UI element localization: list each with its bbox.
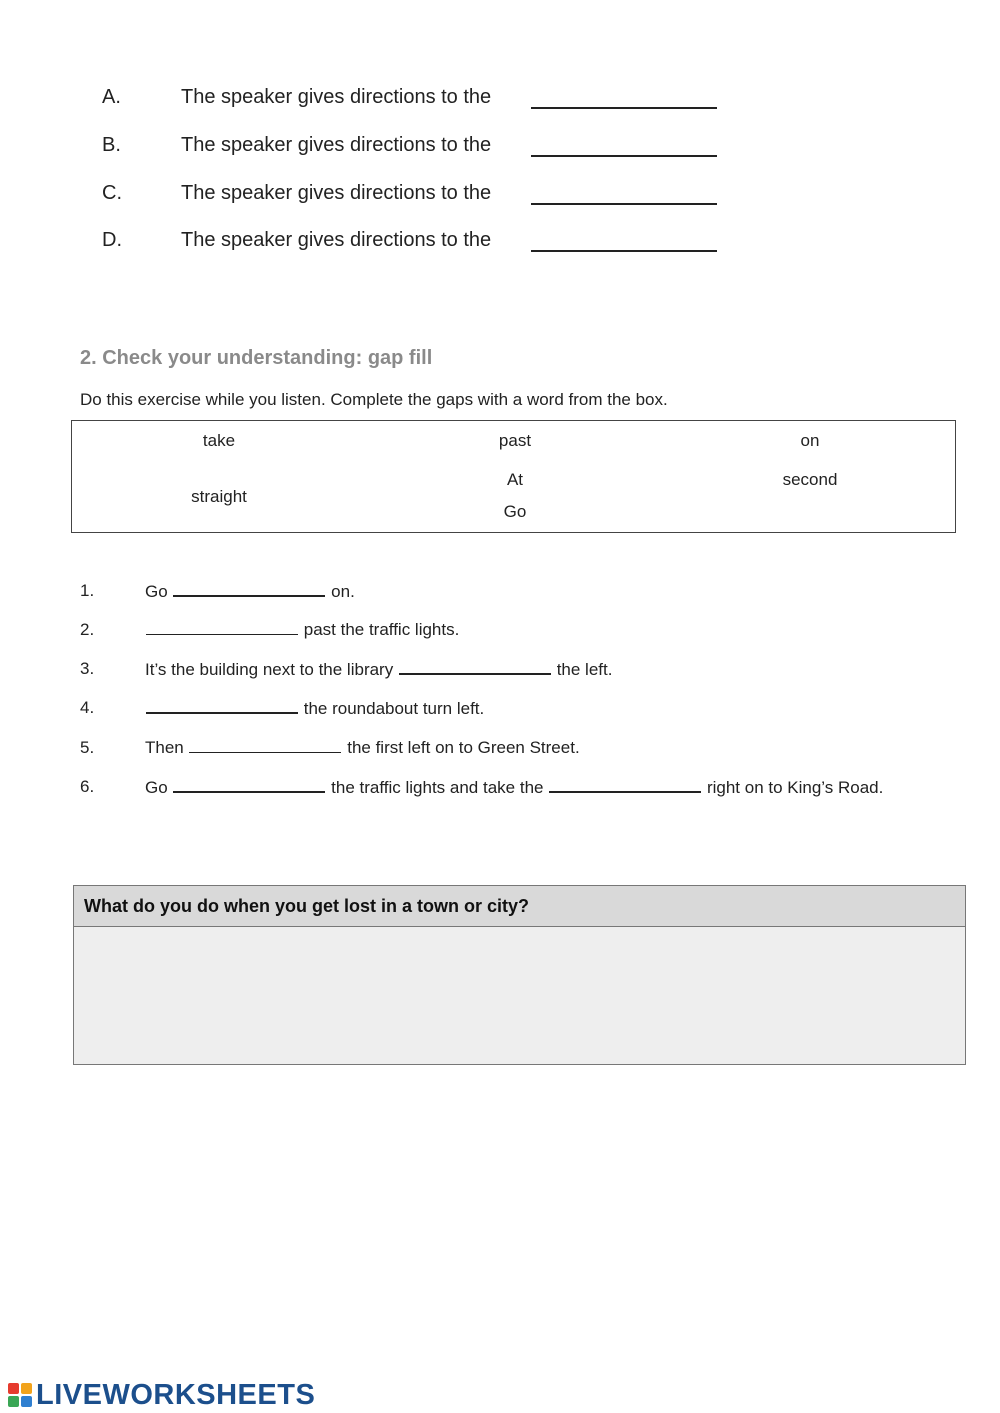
discussion-box	[73, 885, 966, 1065]
item-number: 6.	[80, 777, 95, 796]
question-letter: C.	[102, 182, 122, 204]
text-before: Go	[145, 582, 168, 601]
text-after: right on to King’s Road.	[706, 778, 884, 797]
answer-blank[interactable]	[531, 155, 717, 157]
gap-blank[interactable]	[146, 698, 298, 714]
answer-blank[interactable]	[531, 107, 717, 109]
question-text: The speaker gives directions to the	[181, 134, 492, 156]
item-number: 4.	[80, 698, 95, 717]
word-box	[71, 420, 956, 533]
logo-block	[21, 1396, 32, 1407]
word-option: on	[800, 431, 820, 450]
text-after: the first left on to Green Street.	[347, 738, 580, 757]
question-text: The speaker gives directions to the	[181, 86, 492, 108]
gap-blank[interactable]	[189, 738, 341, 753]
logo-text: LIVEWORKSHEETS	[36, 1378, 316, 1411]
discussion-question: What do you do when you get lost in a town or city?	[84, 896, 529, 916]
text-after: the roundabout turn left.	[303, 699, 485, 718]
word-option: take	[202, 431, 236, 450]
word-option: past	[498, 431, 532, 450]
question-letter: D.	[102, 229, 122, 251]
answer-blank[interactable]	[531, 250, 717, 252]
item-number: 5.	[80, 738, 95, 757]
word-option: At	[506, 470, 524, 489]
logo-block	[8, 1396, 19, 1407]
logo-block	[21, 1383, 32, 1394]
word-option: Go	[503, 502, 527, 521]
question-letter: A.	[102, 86, 121, 108]
gap-blank[interactable]	[173, 581, 325, 597]
discussion-header	[74, 886, 965, 927]
text-middle: the traffic lights and take the	[331, 778, 544, 797]
question-text: The speaker gives directions to the	[181, 182, 492, 204]
item-number: 1.	[80, 581, 95, 600]
word-option: second	[782, 470, 838, 489]
text-before: Then	[145, 738, 184, 757]
logo-block	[8, 1383, 19, 1394]
text-before: Go	[145, 778, 168, 797]
discussion-answer-area[interactable]	[74, 927, 965, 1064]
instructions: Do this exercise while you listen. Complete the gaps with a word from the box.	[80, 390, 668, 409]
question-text: The speaker gives directions to the	[181, 229, 492, 251]
gap-blank[interactable]	[146, 620, 298, 635]
text-after: the left.	[556, 660, 613, 679]
text-after: past the traffic lights.	[303, 620, 460, 639]
gap-blank[interactable]	[549, 777, 701, 793]
text-before: It’s the building next to the library	[145, 660, 394, 679]
item-number: 2.	[80, 620, 95, 639]
logo-blocks-icon	[8, 1383, 32, 1407]
liveworksheets-logo	[8, 1378, 315, 1412]
word-option: straight	[191, 487, 247, 506]
section-title: 2. Check your understanding: gap fill	[80, 347, 433, 369]
gap-blank[interactable]	[399, 659, 551, 675]
item-number: 3.	[80, 659, 95, 678]
text-after: on.	[331, 582, 355, 601]
question-letter: B.	[102, 134, 121, 156]
answer-blank[interactable]	[531, 203, 717, 205]
gap-blank[interactable]	[173, 777, 325, 793]
